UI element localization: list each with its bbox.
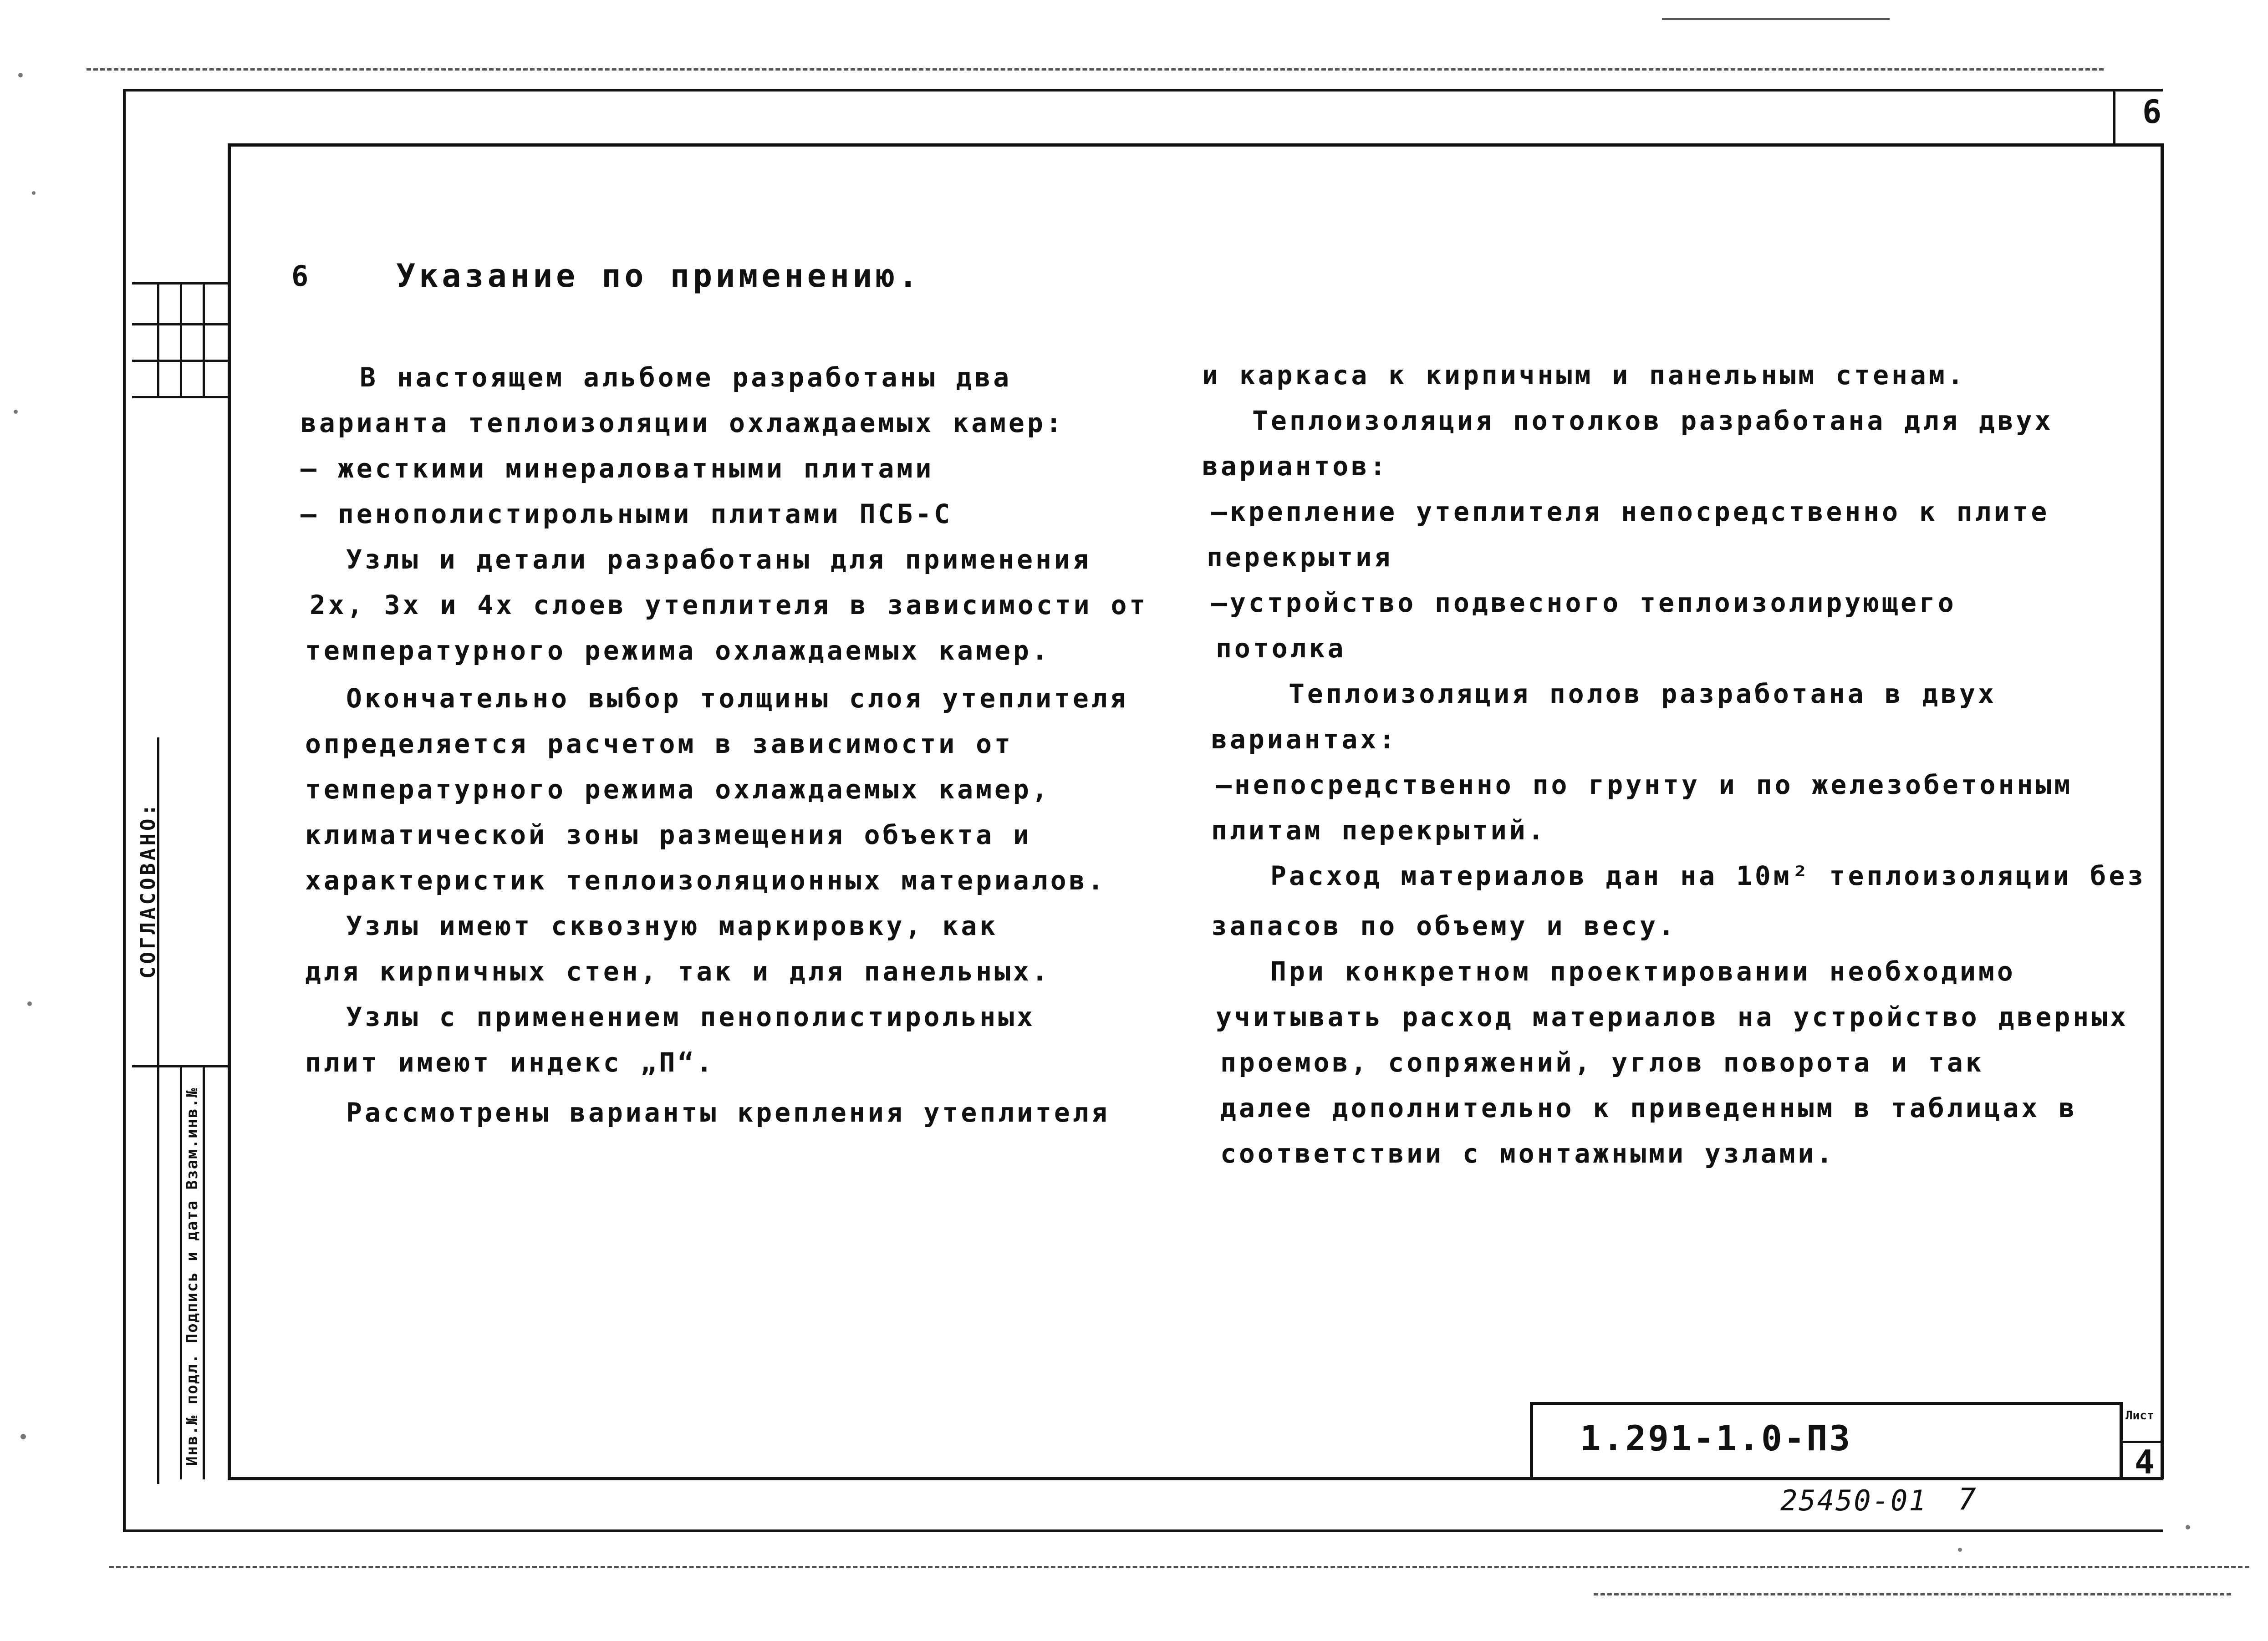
sheet-label: Лист <box>2125 1409 2154 1423</box>
text-line: учитывать расход материалов на устройство дверных <box>1216 1001 2129 1032</box>
archive-page: 7 <box>1958 1482 1976 1517</box>
inner-frame-top <box>228 143 2163 147</box>
archive-number: 25450-01 <box>1780 1484 1927 1517</box>
text-line: Окончательно выбор толщины слоя утеплителя <box>346 683 1129 714</box>
text-line: температурного режима охлаждаемых камер. <box>305 635 1050 666</box>
text-line: плитам перекрытий. <box>1211 815 1547 846</box>
text-line: для кирпичных стен, так и для панельных. <box>305 956 1050 987</box>
inner-frame-right <box>2161 143 2164 1479</box>
text-line: В настоящем альбоме разработаны два <box>360 362 1012 393</box>
text-line: Теплоизоляция потолков разработана для двух <box>1252 405 2054 436</box>
text-line: Рассмотрены варианты крепления утеплителя <box>346 1097 1110 1128</box>
sheet-value: 4 <box>2135 1443 2155 1481</box>
section-title: Указание по применению. <box>396 257 922 295</box>
text-line: —устройство подвесного теплоизолирующего <box>1211 587 1957 618</box>
section-number: 6 <box>291 259 309 293</box>
scan-dash-bottom-2 <box>1594 1593 2231 1595</box>
inventory-label: Инв.№ подл. Подпись и дата Взам.инв.№ <box>183 1087 201 1466</box>
text-line: 2х, 3х и 4х слоев утеплителя в зависимости от <box>310 589 1148 620</box>
text-line: потолка <box>1216 633 1346 664</box>
text-line: плит имеют индекс „П“. <box>305 1047 715 1078</box>
text-line: — пенополистирольными плитами ПСБ-С <box>301 498 953 529</box>
text-line: запасов по объему и весу. <box>1211 910 1677 941</box>
text-line: проемов, сопряжений, углов поворота и так <box>1220 1047 1984 1078</box>
title-block-left <box>1530 1402 1533 1479</box>
text-line: — жесткими минераловатными плитами <box>301 453 934 484</box>
margin-grid-col <box>180 1065 182 1479</box>
title-block-top <box>1530 1402 2122 1405</box>
scan-dash-top <box>87 68 2104 71</box>
text-line: —крепление утеплителя непосредственно к плите <box>1211 496 2050 527</box>
scan-speck <box>18 73 23 77</box>
margin-grid-col <box>203 282 205 398</box>
text-line: перекрытия <box>1207 542 1393 573</box>
text-line: Расход материалов дан на 10м² теплоизоляции без <box>1270 860 2146 891</box>
document-code: 1.291-1.0-ПЗ <box>1580 1418 1852 1458</box>
text-line: соответствии с монтажными узлами. <box>1220 1138 1835 1169</box>
scan-speck <box>32 191 36 195</box>
text-line: и каркаса к кирпичным и панельным стенам. <box>1202 360 1966 391</box>
text-line: вариантах: <box>1211 724 1398 755</box>
text-line: варианта теплоизоляции охлаждаемых камер: <box>301 407 1065 438</box>
text-line: определяется расчетом в зависимости от <box>305 728 1013 759</box>
text-line: Узлы с применением пенополистирольных <box>346 1001 1036 1032</box>
inner-frame-bottom <box>228 1477 2163 1480</box>
text-line: Узлы имеют сквозную маркировку, как <box>346 910 999 941</box>
outer-frame-top <box>123 89 2163 91</box>
text-line: При конкретном проектировании необходимо <box>1270 956 2016 987</box>
sheet-number: 6 <box>2142 93 2162 131</box>
text-line: далее дополнительно к приведенным в таблицах в <box>1220 1092 2078 1123</box>
scan-speck <box>1958 1548 1962 1552</box>
outer-frame-left <box>123 89 126 1532</box>
scan-dash-bottom <box>109 1566 2249 1568</box>
margin-grid-col <box>203 1065 205 1479</box>
agreed-label: СОГЛАСОВАНО: <box>137 801 160 979</box>
text-line: Узлы и детали разработаны для применения <box>346 544 1091 575</box>
text-line: температурного режима охлаждаемых камер, <box>305 774 1050 805</box>
text-line: Теплоизоляция полов разработана в двух <box>1289 678 1997 709</box>
scan-speck <box>27 1001 32 1006</box>
text-line: —непосредственно по грунту и по железобетонным <box>1216 769 2073 800</box>
scan-mark-top <box>1662 18 1890 20</box>
scan-speck <box>14 410 18 414</box>
margin-grid-col <box>157 282 159 398</box>
scan-speck <box>2186 1525 2190 1529</box>
scan-speck <box>20 1434 26 1439</box>
text-line: климатической зоны размещения объекта и <box>305 819 1032 850</box>
text-line: вариантов: <box>1202 451 1389 482</box>
outer-frame-bottom <box>123 1529 2163 1532</box>
sheet-box-divider <box>2113 89 2115 146</box>
inner-frame-left <box>228 143 231 1479</box>
margin-grid-col <box>180 282 182 398</box>
text-line: характеристик теплоизоляционных материалов. <box>305 865 1106 896</box>
